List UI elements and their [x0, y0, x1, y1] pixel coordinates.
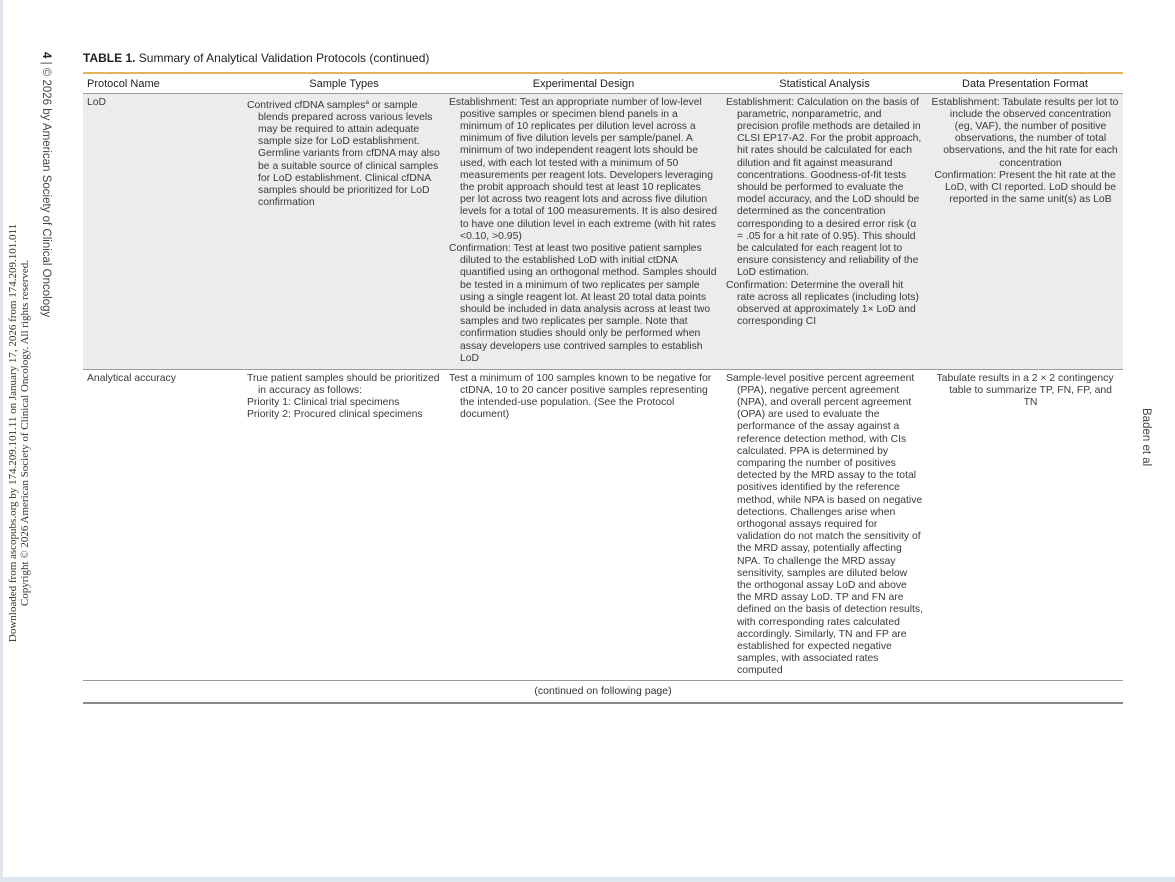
table-row — [83, 93, 1123, 369]
continued-row — [83, 680, 1123, 703]
confirmation-paragraph: Confirmation: Present the hit rate at the LoD, with CI reported. LoD should be reported in the same unit(s) as LoB — [934, 169, 1116, 206]
validation-protocols-table — [83, 74, 1123, 704]
column-header: Experimental Design — [445, 74, 722, 93]
statistical-analysis-cell — [722, 369, 927, 680]
download-line-2: Copyright © 2026 American Society of Clinical Oncology. All rights reserved. — [19, 259, 31, 607]
running-author: Baden et al — [1140, 408, 1152, 467]
priority-item: Priority 2: Procured clinical specimens — [247, 409, 423, 421]
folio-separator: | — [40, 61, 52, 68]
copyright-side: © 2026 by American Society of Clinical Oncology — [40, 67, 52, 318]
page-folio — [40, 52, 52, 352]
data-presentation-cell — [927, 369, 1123, 680]
experimental-design-cell — [445, 369, 722, 680]
download-line-1: Downloaded from ascopubs.org by 174.209.101.11 on January 17, 2026 from 174.209.101.011 — [7, 223, 19, 643]
sample-types-text — [247, 97, 441, 210]
sample-types-text-start: Contrived cfDNA samples — [247, 99, 366, 111]
design-paragraph: Test a minimum of 100 samples known to be negative for ctDNA, 10 to 20 cancer positive samples representing the intended-use population. (See the Protocol document) — [449, 372, 712, 421]
confirmation-paragraph: Confirmation: Test at least two positive patient samples diluted to the established LoD with initial ctDNA quantified using an orthogonal method. Samples should be tested in a minimum of two replicates per sample using a single reagent lot. At least 20 total data points should be included in data analysis across at least two samples and two replicates per sample. Note that confirmation studies should only be performed when assay developers use contrived samples to establish LoD — [449, 242, 717, 364]
experimental-design-cell — [445, 93, 722, 369]
presentation-paragraph: Tabulate results in a 2 × 2 contingency table to summarize TP, FN, FP, and TN — [936, 372, 1114, 408]
table-title: Summary of Analytical Validation Protocols (continued) — [138, 51, 430, 65]
table-row — [83, 369, 1123, 680]
sample-types-text-rest: or sample blends prepared across various levels may be required to attain adequate sample size for LoD establishment. Germline variants from cfDNA may also be a suitable source of clinical samples for LoD establishment. Clinical cfDNA samples should be prioritized for LoD confirmation — [258, 99, 440, 209]
establishment-paragraph: Establishment: Calculation on the basis of parametric, nonparametric, and precision profile methods are detailed in CLSI EP17-A2. For the probit approach, hit rates should be calculated for each dilution and fit against measurand concentrations. Goodness-of-fit tests should be performed to evaluate the model accuracy, and the LoD should be determined as the concentration corresponding to a desired error risk (α = .05 for a hit rate of 0.95). This should be calculated for each reagent lot to ensure consistency and reliability of the LoD estimation. — [726, 96, 922, 279]
confirmation-paragraph: Confirmation: Determine the overall hit rate across all replicates (including lots) observed at approximately 1× LoD and corresponding CI — [726, 279, 919, 328]
column-header: Data Presentation Format — [927, 74, 1123, 93]
establishment-paragraph: Establishment: Tabulate results per lot to include the observed concentration (eg, VAF), the number of positive observations, the number of total observations, and the hit rate for each concentration — [931, 96, 1119, 169]
sample-types-intro: True patient samples should be prioritized in accuracy as follows: — [247, 372, 440, 396]
column-header: Statistical Analysis — [722, 74, 927, 93]
analysis-paragraph: Sample-level positive percent agreement (PPA), negative percent agreement (NPA), and overall percent agreement (OPA) are used to evaluate the performance of the assay against a reference detection method, with CIs calculated. PPA is determined by comparing the number of positives detected by the MRD assay to the total positives identified by the reference method, while NPA is based on negative detections. Challenges arise when orthogonal assays required for validation do not match the sensitivity of the MRD assay, potentially affecting NPA. To challenge the MRD assay sensitivity, samples are diluted below the orthogonal assay LoD and above the MRD assay LoD. TP and FN are defined on the basis of detection results, with corresponding rates calculated accordingly. Similarly, TN and FP are established for expected negative samples, with associated rates computed — [726, 372, 923, 677]
protocol-name-cell: LoD — [83, 93, 243, 369]
continued-note: (continued on following page) — [83, 680, 1123, 703]
statistical-analysis-cell — [722, 93, 927, 369]
protocol-name-cell: Analytical accuracy — [83, 369, 243, 680]
column-header: Sample Types — [243, 74, 445, 93]
page-number: 4 — [40, 52, 52, 59]
column-header: Protocol Name — [83, 74, 243, 93]
priority-item: Priority 1: Clinical trial specimens — [247, 396, 400, 408]
sample-types-cell — [243, 369, 445, 680]
document-page — [3, 0, 1175, 877]
download-notice — [7, 198, 31, 668]
footnote-marker: a — [365, 98, 370, 106]
table-label: TABLE 1. — [83, 51, 136, 65]
establishment-paragraph: Establishment: Test an appropriate number of low-level positive samples or specimen blend panels in a minimum of 10 replicates per dilution level across a minimum of five dilution levels per sample/panel. A minimum of two independent reagent lots should be used, with each lot tested with a minimum of 50 measurements per reagent lots. Developers leveraging the probit approach should test at least 10 replicates per lot across two reagent lots and across five dilution levels for a total of 100 measurements. It is also desired to have one dilution level in each extreme (with hit rates <0.10, >0.95) — [449, 96, 718, 242]
table-container — [83, 50, 1123, 704]
table-caption — [83, 50, 1123, 68]
table-header-row — [83, 74, 1123, 93]
sample-types-cell — [243, 93, 445, 369]
data-presentation-cell — [927, 93, 1123, 369]
